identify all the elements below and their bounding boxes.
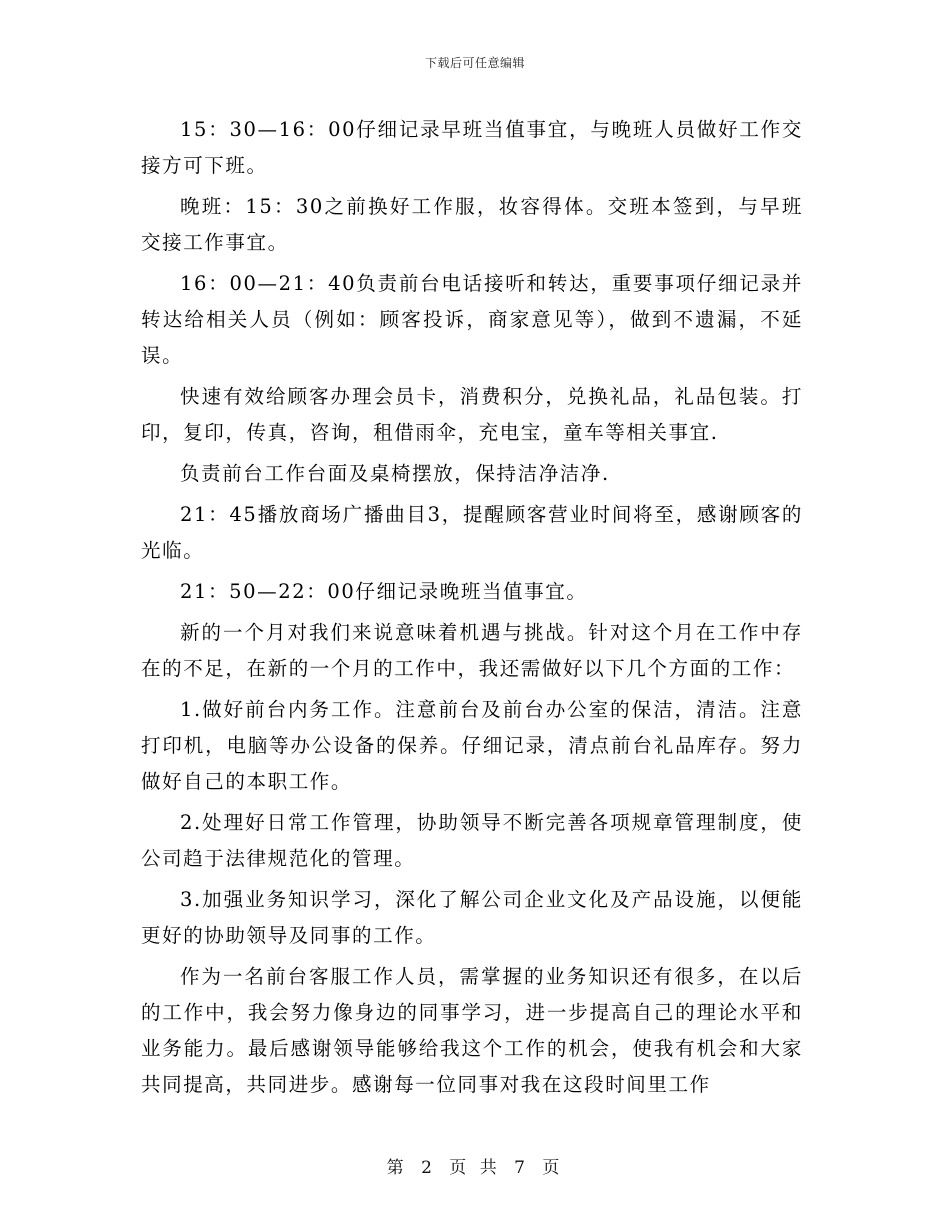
document-body xyxy=(141,112,803,1108)
paragraph: 21：50—22：00仔细记录晚班当值事宜。 xyxy=(180,580,588,603)
paragraph: 晚班：15：30之前换好工作服，妆容得体。交班本签到，与早班交接工作事宜。 xyxy=(141,195,803,254)
paragraph: 21：45播放商场广播曲目3，提醒顾客营业时间将至，感谢顾客的光临。 xyxy=(141,503,803,562)
paragraph: 1.做好前台内务工作。注意前台及前台办公室的保洁，清洁。注意打印机，电脑等办公设备的保养。仔细记录，清点前台礼品库存。努力做好自己的本职工作。 xyxy=(141,698,803,793)
page-middle: 页 共 xyxy=(449,1158,501,1178)
page-suffix: 页 xyxy=(542,1158,564,1178)
paragraph: 2.处理好日常工作管理，协助领导不断完善各项规章管理制度，使公司趋于法律规范化的管理。 xyxy=(141,811,803,870)
paragraph: 快速有效给顾客办理会员卡，消费积分，兑换礼品，礼品包装。打印，复印，传真，咨询，租借雨伞，充电宝，童车等相关事宜. xyxy=(141,385,803,444)
page-total: 7 xyxy=(514,1158,529,1178)
paragraph: 负责前台工作台面及桌椅摆放，保持洁净洁净. xyxy=(180,462,610,485)
page-number: 2 xyxy=(421,1158,436,1178)
page-prefix: 第 xyxy=(386,1158,408,1178)
page-header: 下载后可任意编辑 xyxy=(424,56,525,70)
paragraph: 16：00—21：40负责前台电话接听和转达，重要事项仔细记录并转达给相关人员（例如：顾客投诉，商家意见等），做到不遗漏，不延误。 xyxy=(141,272,803,367)
paragraph: 3.加强业务知识学习，深化了解公司企业文化及产品设施，以便能更好的协助领导及同事的工作。 xyxy=(141,888,803,947)
paragraph: 作为一名前台客服工作人员，需掌握的业务知识还有很多，在以后的工作中，我会努力像身边的同事学习，进一步提高自己的理论水平和业务能力。最后感谢领导能够给我这个工作的机会，使我有机会和大家共同提高，共同进步。感谢每一位同事对我在这段时间里工作 xyxy=(141,965,803,1096)
paragraph: 新的一个月对我们来说意味着机遇与挑战。针对这个月在工作中存在的不足，在新的一个月的工作中，我还需做好以下几个方面的工作： xyxy=(141,621,803,680)
paragraph: 15：30—16：00仔细记录早班当值事宜，与晚班人员做好工作交接方可下班。 xyxy=(141,118,803,177)
page-footer xyxy=(0,1153,950,1178)
